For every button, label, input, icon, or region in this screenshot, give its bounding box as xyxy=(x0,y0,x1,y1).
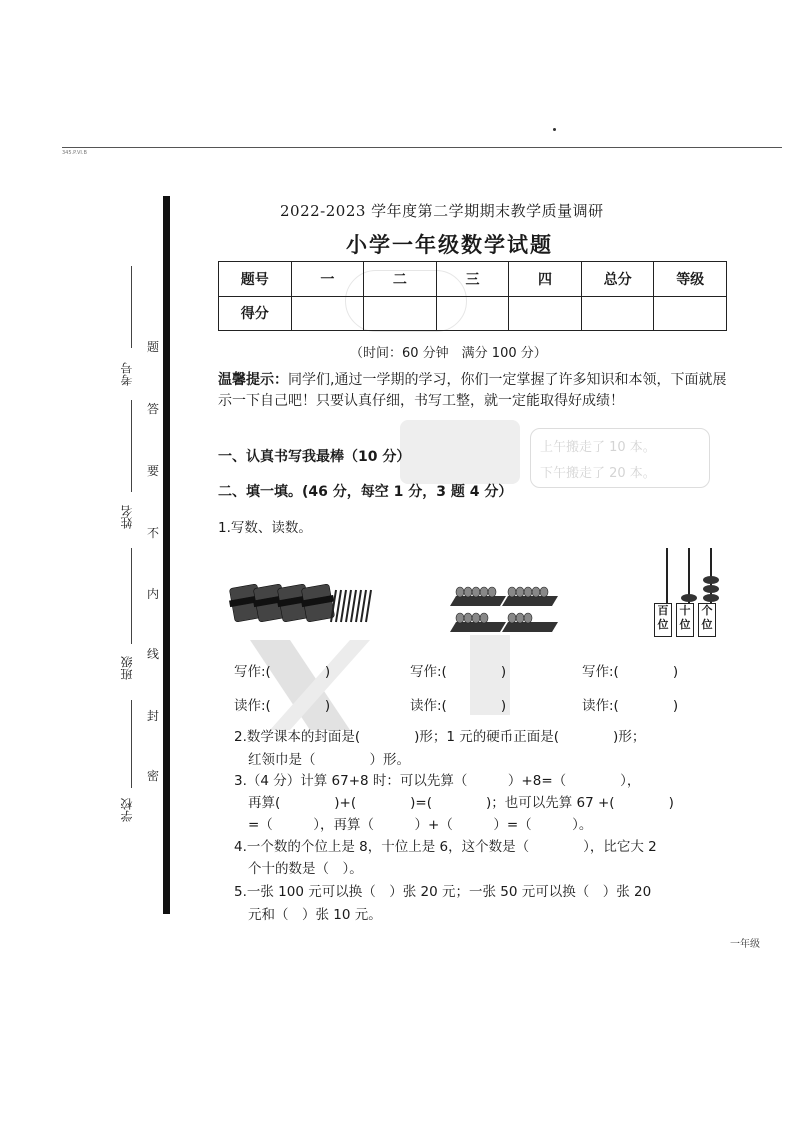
field-line-kaohao xyxy=(131,266,132,348)
question-5-line-2: 元和（ ）张 10 元。 xyxy=(248,907,382,923)
field-kaohao-label: 考号 xyxy=(120,362,134,386)
bleed-footer: 一年级 xyxy=(730,939,760,950)
question-2-line-2: 红领巾是（ ）形。 xyxy=(248,752,410,768)
seal-char: 要 xyxy=(146,464,159,478)
abacus-rod xyxy=(666,548,668,603)
abacus-hundreds-label: 百位 xyxy=(654,603,672,637)
egg-trays-picture xyxy=(448,576,560,640)
field-name-label: 姓名 xyxy=(120,505,134,529)
bleed-text-b: 下午搬走了 20 本。 xyxy=(540,466,656,481)
score-header-row xyxy=(219,262,727,297)
time-note: （时间：60 分钟 满分 100 分） xyxy=(350,346,547,361)
score-row-label: 得分 xyxy=(219,296,292,331)
score-row xyxy=(219,296,727,331)
question-5-line-1: 5.一张 100 元可以换（ ）张 20 元；一张 50 元可以换（ ）张 20 xyxy=(234,884,652,900)
abacus-bead xyxy=(703,576,719,584)
seal-char: 线 xyxy=(146,647,159,661)
question-1: 1.写数、读数。 xyxy=(218,520,312,536)
score-cell[interactable] xyxy=(436,296,509,331)
speck xyxy=(553,128,556,131)
score-header-cell: 题号 xyxy=(219,262,292,297)
tips xyxy=(218,370,728,412)
score-cell[interactable] xyxy=(581,296,654,331)
abacus-bead xyxy=(703,585,719,593)
read-field[interactable]: 读作:( ) xyxy=(234,698,331,714)
read-field[interactable]: 读作:( ) xyxy=(410,698,507,714)
seal-char: 封 xyxy=(146,709,159,723)
score-header-cell: 一 xyxy=(291,262,364,297)
field-line-school xyxy=(131,700,132,788)
section-2-title: 二、填一填。(46 分，每空 1 分，3 题 4 分） xyxy=(218,484,513,500)
bleed-text-a: 上午搬走了 10 本。 xyxy=(540,440,656,455)
question-4-line-2: 个十的数是（ ）。 xyxy=(248,861,363,877)
question-3-line-1: 3.（4 分）计算 67+8 时：可以先算（ ）+8=（ ）， xyxy=(234,773,641,789)
tips-text: 同学们,通过一学期的学习，你们一定掌握了许多知识和本领，下面就展示一下自己吧！只要认真仔细，书写工整，就一定能取得好成绩！ xyxy=(218,372,727,409)
seal-bar xyxy=(163,196,170,914)
field-line-name xyxy=(131,400,132,492)
seal-char: 不 xyxy=(146,526,159,540)
seal-char: 密 xyxy=(146,769,159,783)
seal-char: 答 xyxy=(146,402,159,416)
score-cell[interactable] xyxy=(654,296,727,331)
abacus-bead xyxy=(703,594,719,602)
write-field[interactable]: 写作:( ) xyxy=(234,664,331,680)
tips-label: 温馨提示： xyxy=(218,372,288,388)
bleed-shape xyxy=(250,640,370,730)
stick-bundles-picture xyxy=(228,578,378,632)
read-field[interactable]: 读作:( ) xyxy=(582,698,679,714)
bleed-image xyxy=(400,420,520,484)
field-line-class xyxy=(131,548,132,644)
seal-char: 题 xyxy=(146,340,159,354)
score-cell[interactable] xyxy=(509,296,582,331)
score-header-cell: 总分 xyxy=(581,262,654,297)
field-school-label: 学校 xyxy=(120,798,134,822)
seal-char: 内 xyxy=(146,587,159,601)
abacus-ones-label: 个位 xyxy=(698,603,716,637)
question-3-line-3: =（ ），再算（ ）+（ ）=（ ）。 xyxy=(248,817,593,833)
score-header-cell: 三 xyxy=(436,262,509,297)
question-3-line-2: 再算( )+( )=( )；也可以先算 67 +( ) xyxy=(248,795,674,811)
scan-corner-mark: 345.P.VI.B xyxy=(62,150,87,156)
score-header-cell: 二 xyxy=(364,262,437,297)
field-class-label: 班级 xyxy=(120,656,134,680)
question-4-line-1: 4.一个数的个位上是 8，十位上是 6，这个数是（ ），比它大 2 xyxy=(234,839,657,855)
write-field[interactable]: 写作:( ) xyxy=(410,664,507,680)
question-2-line-1: 2.数学课本的封面是( )形；1 元的硬币正面是( )形； xyxy=(234,729,646,745)
abacus-bead xyxy=(681,594,697,602)
abacus-tens-label: 十位 xyxy=(676,603,694,637)
abacus xyxy=(654,548,724,643)
score-table xyxy=(218,261,727,331)
exam-title: 2022-2023 学年度第二学期期末教学质量调研 xyxy=(280,202,604,220)
score-header-cell: 四 xyxy=(509,262,582,297)
section-1-title: 一、认真书写我最棒（10 分） xyxy=(218,449,411,465)
write-field[interactable]: 写作:( ) xyxy=(582,664,679,680)
scan-top-line xyxy=(62,147,782,148)
score-header-cell: 等级 xyxy=(654,262,727,297)
score-cell[interactable] xyxy=(291,296,364,331)
main-title: 小学一年级数学试题 xyxy=(346,233,553,257)
score-cell[interactable] xyxy=(364,296,437,331)
